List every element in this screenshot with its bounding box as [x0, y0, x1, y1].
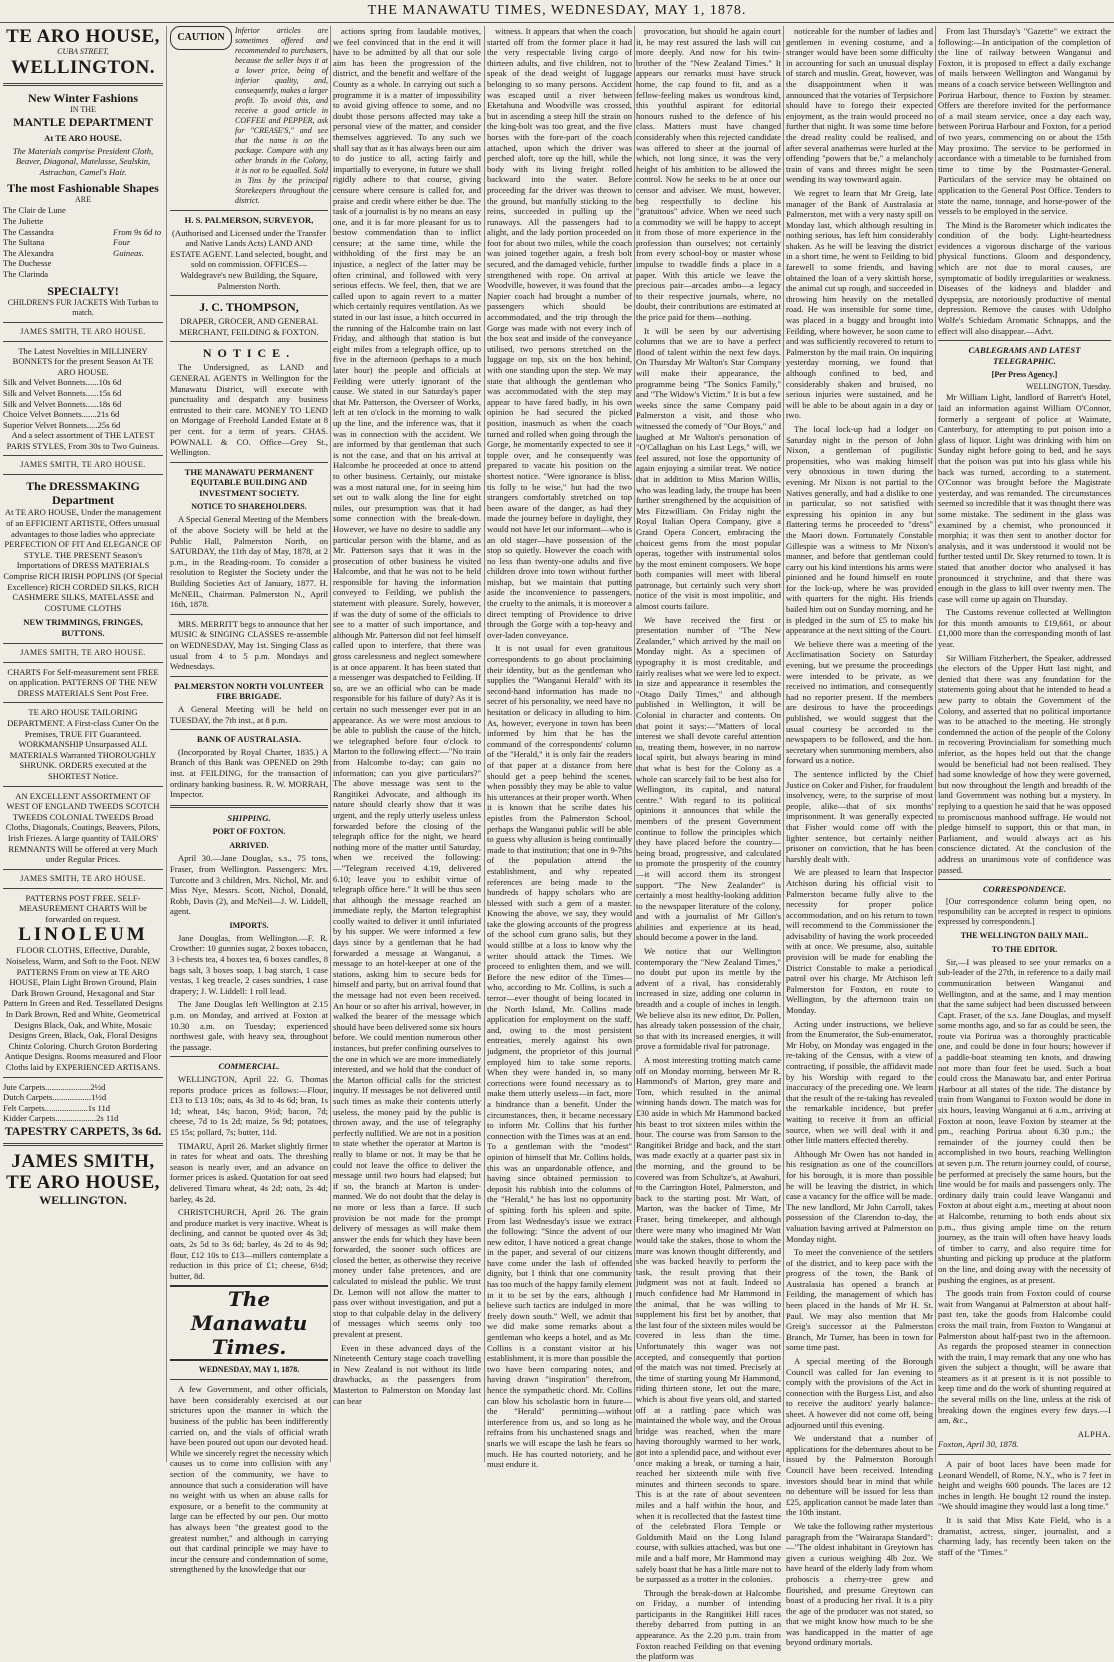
building-society-heading: THE MANAWATU PERMANENT EQUITABLE BUILDING AND INVESTMENT SOCIETY.	[184, 466, 314, 498]
palmerson-text: (Authorised and Licensed under the Transfer and Native Lands Acts) LAND AND ESTATE AGENT. Land selected, bought, and sold on commission. OFFICES—Waldegrave's new Building, the Square, Palmerston North.	[170, 227, 328, 291]
signature: JAMES SMITH, TE ARO HOUSE.	[20, 326, 146, 336]
thompson-text: DRAPER, GROCER, AND GENERAL MERCHANT, FEILDING & FOXTON.	[179, 316, 319, 337]
pointing-hand-icon	[170, 26, 232, 50]
column-1-advertisements	[3, 26, 163, 1464]
thompson-heading: J. C. THOMPSON,	[199, 300, 299, 315]
gazette-paragraph: From last Thursday's "Gazette" we extract the following:—In anticipation of the completion of the line of railway between Wanganui and Foxton, it is proposed to effect a daily exchange of mails between Wellington and Wanganui by means of a coach service between Wellington and Porirua Harbour, thence to Foxton by steamer. Offers are therefore invited for the performance of a mail steam service, once a day each way, between Porirua Harbour and Foxton, for a period of two years, commencing on or about the 15th May proximo. The service to be performed in accordance with a timetable to be furnished from time to time by the Postmaster-General. Particulars of the service may be obtained on application to the General Post Office. Tenders to state the name, tonnage, and horse-power of the vessels to be employed in the service.	[938, 26, 1111, 217]
column-rule	[330, 26, 331, 1462]
article-paragraph: We notice that our Wellington contemporary the "New Zealand Times," no doubt put upon its mettle by the advent of a rival, has considerably increased in size, adding one column in breadth and a couple of inches in length. We believe also its new editor, Dr. Pollen, has already taken possession of the chair, so that with its increased energies, it will prove a formidable rival for patronage.	[636, 946, 781, 1052]
dateline: WELLINGTON, Tuesday.	[1026, 382, 1111, 392]
correspondent-article: It is not usual for even gratuitous correspondents to go about proclaiming their identity, but as the gentleman who supplies the "Wanganui Herald" with its second-hand information has made no secret of his personality, we need have no hesitation or delicacy in alluding to him. As, however, everyone in town has been informed by him that he has the command of the correspondents' column of the "Herald," it is only fair the readers of that paper at a distance from here should get a peep behind the scenes, when possibly they may be able to value his utterances at their proper worth. When it is known that he scribe dates his epistles from the Palmerston School, perhaps the Wanganui public will be able to guess why allusion is being continually made to that institution; that one in 9-7ths of the population attend the establishment, and why repeated references are being made to the hundreds of happy scholars who are blessed with such a gem of a master. Knowing the above, we say, they would take the glowing accounts of the progress of the school cum grano salis, but they would stillbe at a loss to know why the writer should attack the Times. We proceed to enlighten them, and we will. Before the new editor of the Times—who, according to Mr. Collins, is such a terror—ever thought of being located in the North Island, Mr. Collins made application for employment on the staff, and, owing to the most persistent entreaties, merely against his own judgment, the proprietor of this journal employed him to take some reports. When they were handed in, so many corrections were found necessary as to make them utterly useless—in fact, more a hindrance than a benefit. Under the circumstances, then, it became necessary to inform Mr. Collins that his further connection with the Times was at an end. To a gentleman with the "modest" opinion of himself that Mr. Collins holds, this was an unpardonable offence, and having since obtained permission to deposit his rubbish into the columns of the "Herald," he has lost no opportunity of spitting forth his spleen and spite. From last Wednesday's issue we extract the following: "Since the advent of our new editor, I have noticed a great change in the paper, and several of our citizens have come under the lash of offended dignity, but I think that one community has too much of the happy family element in it to be set by the ears, although I believe such tactics are indulged in more freely down south." Well, we admit that we did make some remarks about a gentleman who keeps a hotel, and as Mr. Collins is a constant visitor at his establishment, it is more than possible the two have been comparing notes, and having drawn "inspiration" therefrom, hence the sympathetic chord. Mr. Collins can blow his scholastic horn in future—the "Herald" permitting—without interference from us, and so long as he refrains from his unchastened snags and snarls we will escape the lash he fears so much. He has courted notoriety, and he must endure it.	[487, 643, 632, 1470]
price-row: Silk and Velvet Bonnets......15s 6d	[3, 387, 122, 398]
specialty-heading: SPECIALTY!	[47, 283, 119, 298]
fire-brigade-text: A General Meeting will be held on TUESDAY, the 7th inst., at 8 p.m.	[170, 703, 328, 725]
article-paragraph: A most interesting trotting match came off on Monday morning, between Mr R. Hammond's of Marton, grey mare and Tom, which resulted in the animal winning hands down. The match was for £30 aside in which Mr Hammond backed his beast to trot sixteen miles within the hour. The course was from Sanson to the Rangitikei Bridge and back, and the start was made exactly at a quarter past six in the morning, and the ground to be covered was from Schultze's, at Awahuri, to the Carrington Hotel, Palmerston, and back to the starting post. Mr Watt, of Marton, was the backer of Time, Mr Fraser, being timekeeper, and although there were many who imagined Mr Watt would take the stakes, those to whom the mare was known thought differently, and she was backed heavily to perform the task, the result proving that their judgment was not at fault. Indeed so much confidence had Mr Hammond in the animal, that he was willing to supplement his first bet by another, that the last four of the sixteen miles would be covered in less than the time. Unfortunately this wager was not accepted, and consequently that portion of the match was not timed. Precisely at the time of starting young Mr Hammond, riding thirteen stone, let out the mare, which is about five years old, and started off at a rattling pace which was maintained the whole way, and the Oroua bridge was reached, when the mare having thoroughly warmed to her work, got into a splendid pace, and without ever once making a break, or turning a hair, reached her sixteenth mile with five minutes and thirteen seconds to spare. This is at the rate of about seventeen miles and a half within the hour, and when it is recollected that the fastest time of the celebrated Flora Temple or Goldsmith Maid on the Long Island course, with sulkies attached, was but one mile and a half more, Mr Hammond may safely boast that he has a little mare not to be surpassed as a trotter in the colonies.	[636, 1055, 781, 1585]
correspondence-heading: CORRESPONDENCE.	[982, 884, 1067, 895]
price-range: From 9s 6d to Four Guineas.	[113, 226, 162, 258]
letter-place-date: Foxton, April 30, 1878.	[938, 1439, 1019, 1450]
shipping-heading: SHIPPING.	[227, 812, 271, 823]
mantle-department-heading: MANTLE DEPARTMENT	[13, 115, 153, 129]
correspondence-note: [Our correspondence column being open, no responsibility can be accepted in respect to opinions expressed by correspondents.]	[938, 896, 1111, 926]
charts-text: CHARTS For Self-measurement sent FREE on application. PATTERNS OF THE NEW DRESS MATERIALS Sent Post Free.	[7, 666, 159, 698]
letter-signature: ALPHA.	[1077, 1428, 1111, 1439]
footer-line: TE ARO HOUSE,	[6, 1171, 160, 1193]
price-row: Silk and Velvet Bonnets......10s 6d	[3, 377, 122, 388]
article-paragraph: We have received the first or presentation number of "The New Zealander," which arrived by the mail on Monday night. As a specimen of typography it is most creditable, and fairly realises what we were led to expect. In size and appearance it resembles the "Otago Daily Times," and although published in Wellington, it will be Colonial in character and contents. On that point it says:—"Matters of local interest we shall devote careful attention to, treating them, however, in no narrow local spirit, but always bearing in mind that what is best for the Colony as a whole can scarcely fail to be best also for Wellington, its capital, and natural centre." With regard to its political opinions it announces that while the members of the present Government continue to follow the principles which they have placed before the country—being broad, progressive, and calculated to promote the prosperity of the country—it will accord them its strongest support. "The New Zealander" is certainly a most healthy-looking addition to the newspaper literature of the colony, and with a journalist of Mr Gillon's abilities and experience at its head, should become a power in the land.	[636, 614, 781, 943]
notice-text: The Undersigned, as LAND and GENERAL AGENTS in Wellington for the Manawatu District, will execute with punctuality and despatch any business entrusted to their care. MONEY TO LEND on Mortgage of Freehold Landed Estate at 8 per cent. for a term of years. CHAS. POWNALL & CO. Office—Grey St., Wellington.	[170, 362, 328, 458]
footer-line: JAMES SMITH,	[11, 1150, 155, 1172]
article-paragraph: provocation, but should he again court it, he may rest assured the lash will cut more deeply. And now for his twin-brother of the "New Zealand Times." It appears our remarks must have struck home, the cap found to fit, and as a fellow-feeling makes us wondrous kind, this youthful aspirant for editorial honours rushed to the defence of his class. Matters must have changed considerably when this rejected candidate was offered to sheer at the journal of which, not long since, it was the very height of his ambition to be allowed the control. Now he seeks to be at once our censor and adviser. We must, however, beg respectfully to decline his "gratuitous" advice. When we need such a commodity we will be happy to accept it from those of more experience in the profession than ourselves; not certainly from every school-boy or master whose impulse to twaddle finds a place in a paper. With this article we leave the precious pair—arcades ambo—a legacy to their respective journals, where, no doubt, their contributions are estimated at the price paid for them—nothing.	[636, 26, 781, 323]
imports-text: Jane Douglas, from Wellington.—F. R. Crowther: 10 gunnies sugar, 2 boxes tobacco, 3 i-chests tea, 4 boxes tea, 6 boxes candles, 8 bags salt, 3 boxes soap, 1 bag starch, 1 case vestas, 1 keg treacle, 2 cases sundries, 1 case drapery; J. W. Liddell: 1 roll lead.	[170, 932, 328, 996]
imports-heading: IMPORTS.	[229, 920, 269, 930]
price-row: Choice Velvet Bonnets.......21s 6d	[3, 409, 120, 420]
ad-street: CUBA STREET,	[57, 47, 109, 56]
article-paragraph: We take the following rather mysterious paragraph from the "Wairarapa Standard":—"The oldest inhabitant in Greytown has given a curious weighing 4lb 2oz. We have heard of the elderly lady from whom proboscis a cherry-tree grew and flourished, and presume Greytown can boast of a producing her rival. It is a pity the age of the producer was not stated, so that we might know how much to be she was handicapped in the matter of age beyond ordinary mortals.	[786, 1520, 933, 1648]
barometer-advert: The Mind is the Barometer which indicates the condition of the body. Light-heartedness evidences a vigorous discharge of the various physical functions. Gloom and despondency, which are not due to moral causes, are symptomatic of bodily irregularities or weakness. Diseases of the kidneys and bladder and dyspepsia, are notoriously productive of mental depression. Remove the causes with Udolpho Wolfe's Schiedam Aromatic Schnapps, and the effect will also disappear.—Advt.	[938, 219, 1111, 336]
shape-item: The Clair de Lune	[3, 205, 66, 216]
shareholders-heading: NOTICE TO SHAREHOLDERS.	[191, 502, 307, 512]
editorial-text: A few Government, and other officials, have been considerably exercised at our strictures upon the manner in which the business of the public has been indifferently carried on, and the vials of official wrath have been poured out upon our devoted head. While we sincerely regret the necessity which causes us to come into collision with any section of the community, we have to announce that such a consideration will have no weight with us when an abuse calls for exposure, or a benefit to the community at large can be effected by our pen. Our motto has always been "the greatest good to the greatest number," and although in carrying out that cardinal principle we may have to incur the censure and condemnation of some, strengthened by the knowledge that our	[170, 1384, 328, 1575]
column-rule	[783, 26, 784, 1462]
price-row: Silk and Velvet Bonnets......18s 6d	[3, 398, 122, 409]
jane-douglas-text: The Jane Douglas left Wellington at 2.15 p.m. on Monday, and arrived at Foxton at 10.30 a.m. on Tuesday; experienced northwest gale, with heavy sea, throughout the passage.	[170, 999, 328, 1052]
footer-line: WELLINGTON.	[39, 1192, 127, 1207]
column-rule	[484, 26, 485, 1462]
coach-article: witness. It appears that when the coach started off from the former place it had the very respectable living cargo of thirteen adults, and five children, not to speak of the dead weight of luggage belonging to so many persons. Accident was escaped until a river between Eketahuna and Woodville was crossed, but in ascending a steep hill the strain on the king-bolt was too great, and the five horses with the fore-part of the coach attached, upon which the driver was perched aloft, tore up the hill, while the body with its living freight rolled backward into the water. Before proceeding far the driver was thrown to the ground, but manfully sticking to the reins, succeeded in pulling up the runaways. All the passengers had to alight, and the lady portion proceeded on foot for about two miles, while the coach was joined together again, a fresh bolt secured, and the damaged vehicle, further strengthened with rope. On arrival at Woodville, however, it was found that the Napier coach had brought a number of passengers which should be accommodated, and the trip through the Gorge was made with not every inch of the box seat and inside of the conveyance utilised, two persons stretched on the luggage on top, six on the box behind, with one standing upon the step. We may state that although the gentleman who was accommodated with the step may appear to have fared badly, in his own opinion he had secured the picked position, inasmuch as when the coach turned and rolled when going through the Gorge, he momentarily expected to see it topple over, and he consequently was prepared to vacate his position on the shortest notice. "Were ignorance is bliss, tis folly to be wise," but had the two strangers comfortably stretched on top been aware of the danger, as had they made the journey before in daylight, they would not have let our informant—who is an old stager—have possession of the stop so quietly. However the coach with no less than twenty-one adults and five children drove into town without further mishap, but we maintain that putting aside the inconvenience to passengers, the cruelty to the animals, it is moreover a direct tempting of Providence to drive through the Gorge with a top-heavy and over-laden conveyance.	[487, 26, 632, 640]
price-row: Kidder Carpets...................2s 11d	[3, 1113, 119, 1124]
arrived-heading: ARRIVED.	[229, 841, 269, 851]
column-7	[938, 26, 1111, 1557]
ad-city: WELLINGTON.	[11, 57, 155, 78]
are-label: ARE	[75, 195, 91, 205]
article-paragraph: The local lock-up had a lodger on Saturday night in the person of John Nixon, a gentleman of pugilistic propensities, who was making himself very obnoxious in town during the evening. Mr Nixon is not partial to the Natives generally, and had a dislike to one in particular, so not satisfied with expressing his opinion in any but flattering terms he proceeded to "dress" the Maori down. Fortunately Constable Gillespie was a witness to Mr Nixon's manner, and before that gentleman could carry out his kind intentions his arms were pinioned and he found himself en route for the lock-up, where he was provided with quarters for the night. His friends bailed him out on Sunday morning, and he is pledged in the sum of £5 to make his appearance at the next sitting of the Court.	[786, 423, 933, 636]
article-paragraph: It will be seen by our advertising columns that we are to have a perfect flood of talent within the next few days. On Thursday Mr Walton's Star Company will make their appearance, the programme being "The Sonics Family," and "The Widow's Victim." It is but a few weeks since the same Company paid Palmerston a visit, and those who witnessed the comedy of "Our Boys," and laughed at Mr Walton's personation of "O'Callaghan on his Last Legs," will, we feel assured, not lose the opportunity of again enjoying a similar treat. We notice that in addition to Miss Marion Willis, who was leading lady, the troupe has been further strengthened by the acquisition of Mrs Fitzwilliam. On Friday night the Royal Italian Opera Company, give a Grand Opera Concert, embracing the choicest gems from the most popular operas, together with instrumental solos by the most eminent composers. We hope both companies will meet with liberal patronage, but certainly such very short notice of the visit is most impolitic, and almost courts failure.	[636, 325, 782, 612]
caution-text: Inferior articles are sometimes offered and recommended to purchasers, because the seller buys it at a lower price, being of inferior quality, and, consequently, makes a larger profit. To avoid this, and receive a good article in COFFEE and PEPPER, ask for "CREASE'S," and see that the name is on the package. Compare with any other brands in the Colony, it is not to be equalled. Sold in Tins by the principal Storekeepers throughout the district.	[235, 26, 329, 205]
materials-text: The Materials comprise President Cloth, Beaver, Diagonal, Matelasse, Sealskin, Astrachan, Camel's Hair.	[12, 145, 154, 177]
article-paragraph: noticeable for the number of ladies and gentlemen in evening costume, and a stranger would have been some difficulty in accounting for such an unusual display of starch and muslin. Great, however, was the disappointment when it was announced that the votaries of Terpsichore should have to forego their expected enjoyment, as the train would proceed no further that night. It was some time before the dread reality could be realised, and after several anathemas were hurled at the offending "powers that be," a melancholy train of vans and threes might be seen wending its way townward again.	[786, 26, 933, 185]
trimmings-text: NEW TRIMMINGS, FRINGES, BUTTONS.	[23, 617, 143, 638]
palmerson-heading: H. S. PALMERSON, SURVEYOR,	[184, 215, 314, 225]
customs-text: The Customs revenue collected at Wellington for this month amounts to £19,661, or about £1,000 more than the corresponding month of last year.	[938, 607, 1111, 650]
article-paragraph: We believe there was a meeting of the Acclimatisation Society on Saturday evening, but we presume the proceedings were intended to be private, as we received no intimation, and consequently had no reporter present. If the members are desirous to have the proceedings published, we would suggest that the usual courtesy be accorded to the newspapers to be followed, and the hon. secretary when summoning members, also forward us a notice.	[786, 638, 933, 766]
editorial-continued: actions spring from laudable motives, we feel convinced that in the end it will have to be admitted by all that our sole aim has been the progression of the district, and the benefit and welfare of the County as a whole. In carrying out such a programme it is a matter of impossibility to avoid giving offence to some, and no doubt those persons affected may take a personal view of the matter, and consider themselves aggrieved. To any such we shall say that as it has always been our aim to do justice to all, acting fairly and impartially to everyone, in future we shall rigidly adhere to that course, giving censure where censure is called for, and praise and credit where either be due. The task of a journalist is by no means an easy one, and it is far more pleasant for us to bestow commendation than to inflict censure; at the same time, while the withholding of the first may be an injustice, a neglect of the latter may be often criminal, and followed with very serious effects. We feel, then, that we are called upon to again revert to a matter which certainly requires ventilation. As we stated in our last issue, a hitch occurred in the running of the Halcombe train on last Friday, and although that station is but eight miles from a telegraph office, up to five in the afternoon (perhaps to a much later hour) the people and officials at Feilding were utterly ignorant of the cause. We stated in our Saturday's paper that Mr. Patterson, the Overseer of Works, left at ten o'clock in the morning to walk up the line, and the inference was, that it was in connection with the accident. We are informed by that gentleman that such is not the case, and that on his arrival at Halcombe he proceeded at once to attend to other business. Certainly, our mistake was a most natural one, for in seeing him set out to walk along the line for eight miles, our presumption was that it had some connection with the break-down. However, we have no desire to saddle any particular person with the blame, and as Mr. Patterson says that it was in the prosecution of other business he visited Halcombe, and that he was not to be held responsible for having the information conveyed to Feilding, we publish the statement with pleasure. Surely, however, if was the duty of some of the officials to see to a matter of such importance, and although Mr. Patterson did not feel himself called upon to interfere, that there was gross carelessness and neglect somewhere is at once apparent. It has been stated that a messenger was despatched to Feilding. If so, are we an official who can be made responsible for his failure of duty? As it is certain no such messenger ever put in an appearance. As we were most anxious to be able to publish the cause of the hitch, we telegraphed before four o'clock to Marton to the following effect:—"No train from Halcombe to-day; can gain no information; can you give particulars?" The above message was sent to the Rangitikei Advocate, and although its nature should clearly show that it was urgent, and the reply utterly useless unless forwarded before the closing of the telegraph office for the night, we heard nothing more of the matter until Saturday, when we received the following:—"Telegram received 4.19, delivered 6.10; leave you to exhibit virtue of telegraph office here." It will be thus seen that although the message reached an immediate reply, the Marton telegraphist coolly waited to deliver it until infuriated by his supper. We were informed a few days since by a gentleman that he had forwarded a message at Wanganui, a message to an hotel-keeper at one of the stations, asking him to secure beds for himself and party, but on arrival found that the message had not even been received. An hour or so after his arrival, however, in walked the bearer of the message which should have been delivered some six hours before. We could mention numerous other instances, but prefer confining ourselves to the one in which we are more immediately interested, and we hold that the conduct of the Marton official calls for the strictest inquiry. If messages be not delivered until such times as make their contents utterly useless, the money paid by the public is thrown away, and the use of telegraphy perfectly nullified. We are not in a position to state whether the operator at Marton is really to blame or not. It may be that he could not leave the office to deliver the message until two hours had elapsed; but if so, the branch at Marton is under-manned. We do not doubt that the delay is no more or less than a farce. If such provision be not made for the prompt delivery of messages as will make them answer the ends for which they have been forwarded, the sooner such offices are closed the better, as otherwise they receive money under false pretences, and are calculated to mislead the public. We trust Dr. Lemon will not allow the matter to pass over without investigation, and put a stop to that culpable delay in the delivery of messages which seems only too prevalent at present.	[333, 26, 481, 1340]
cable-text: Mr William Light, landlord of Barrett's Hotel, laid an information against William O'Connor, formerly a sergeant of police at Waimate, Canterbury, for attempting to put poison into a glass of liquor. Light was drinking with him on Sunday night before going to bed, and he says that the poison was put into his glass while his back was turned, according to a statement. O'Connor was brought before the Magistrate yesterday, and was remanded. The circumstances seemed so incredible that it was thought there was some mistake. The sediment in the glass was examined by a chemist, who pronounced it morphia; it was then sent to another doctor for analysis, and it was understood it would not be further tested until Dr. Skey returned to town. It is stated that another doctor who analysed it has pronounced it strychnine, and that there was enough in the glass to kill over twenty men. The case will come up again on Thursday.	[938, 392, 1111, 604]
coach-article-start: Even in these advanced days of the Nineteenth Century stage coach travelling in New Zealand is not without its little drawbacks, as the passengers from Masterton to Palmerston on Monday last can bear	[333, 1342, 481, 1406]
price-row: Felt Carpets....................1s 11d	[3, 1102, 111, 1113]
bank-heading: BANK OF AUSTRALASIA.	[196, 734, 302, 745]
press-agency-label: [Per Press Agency.]	[991, 370, 1058, 380]
patterns-free-text: PATTERNS POST FREE. SELF-MEASUREMENT CHARTS Will be forwarded on request.	[19, 892, 147, 924]
article-paragraph: To meet the convenience of the settlers of the district, and to keep pace with the progress of the town, the Bank of Australasia has opened a branch at Feilding, the management of which has been placed in the hands of Mr H. St. Paul. We may also mention that Mr Greig's successor at the Palmerston Branch, Mr Turner, has been in town for some time past.	[786, 1247, 933, 1353]
timaru-text: TIMARU, April 26. Market slightly firmer in rates for wheat and oats. The threshing season is nearly over, and an advance on former prices is asked. Quotation for oat seed delivered Timaru wheat, 4s 2d; oats, 2s 4d; barley, 4s 2d.	[170, 1140, 328, 1204]
column-4	[487, 26, 632, 1470]
commercial-text: WELLINGTON, April 22. G. Thomas reports produce prices as follows:—Flour, £13 to £13 10s; oats, 4s 3d to 4s 6d; bran, 1s 1d; wheat, 14s; bacon, 9½d; bacon, 7d; cheese, 7d to 1s 2d; maize, 5s 9d; potatoes, £5 15s; pollard, 7s; butter, 11d.	[170, 1074, 328, 1137]
signature: JAMES SMITH, TE ARO HOUSE.	[20, 873, 146, 883]
article-paragraph: Through the break-down at Halcombe on Friday, a number of intending participants in the Rangitikei Hill races thereby debarred from putting in an appearance. As the 2.20 p.m. train from Foxton reached Feilding on that evening the platform was	[636, 1587, 781, 1662]
ad-title: TE ARO HOUSE,	[6, 26, 160, 47]
winter-fashions-heading: New Winter Fashions	[27, 91, 138, 105]
article-paragraph: The sentence inflicted by the Chief Justice on Coker and Fisher, for fraudulent insolvency, were, to the surprise of most people, alike—that of six months' imprisonment. It was generally expected that Fisher would come off with the lighter sentence, but certainly neither prisoner on conviction, that he has been harshly dealt with.	[786, 768, 933, 864]
linoleum-text: FLOOR CLOTHS, Effective, Durable, Noiseless, Warm, and Soft to the Foot. NEW PATTERNS From on view at TE ARO HOUSE, Plain Light Brown Ground, Plain Dark Brown Ground, Hexagonal and Star Pattern In Green and Red. Tessellated Designs In Dark Brown, Red and White, Geometrical Designs Black, Oak, and White, Mosaic Designs Green, Black, Oak, Floral Designs Chintz Coloring. Church Groton Bordering Antique Designs. Rooms measured and Floor Cloths laid by EXPERIENCED ARTISANS.	[3, 945, 163, 1072]
article-paragraph: We regret to learn that Mr Greig, late manager of the Bank of Australasia at Palmerston, met with a very nasty spill on Monday last, which although resulting in nothing serious, has left him considerably shaken. As he will be leaving the district in a short time, he went to Feilding to bid farewell to some friends, and having obtained the loan of a very skittish horse, the animal cut up rough, and succeeded in throwing him heavily on the metalled road. He was insensible for some time, was placed in a buggy and brought into Feilding, where however, he soon came to and was sufficiently recovered to return to Palmerston by the mail train. On inquiring yesterday morning, we found that although confined to bed, and considerably shaken and bruised, no serious injuries were sustained, and he will be able to be about again in a day or two.	[786, 187, 933, 421]
column-rule	[935, 26, 936, 1462]
boot-laces-text: A pair of boot laces have been made for Leonard Wendell, of Rome, N.Y., who is 7 feet in height and weighs 600 pounds. The laces are 12 inches in length. He bought 12 round the instep. "We should imagine they would last a long time."	[938, 1459, 1111, 1512]
shipping-text: April 30.—Jane Douglas, s.s., 75 tons, Fraser, from Wellington. Passengers: Mrs. Turcotte and 3 children, Mrs. Nichol, Mr. and Miss Nye, Messrs. Scott, Nichol, Donald, Robb, Davis (2), and McNeil—J. W. Liddell, agent.	[170, 853, 328, 917]
kate-field-text: It is said that Miss Kate Field, who is a dramatist, actress, singer, journalist, and a charming lady, has recently been taken on the staff of the "Times."	[938, 1515, 1111, 1557]
fire-brigade-heading: PALMERSTON NORTH VOLUNTEER FIRE BRIGADE.	[174, 680, 324, 702]
price-row: Jute Carpets.....................2½d	[3, 1081, 106, 1092]
to-editor-label: TO THE EDITOR.	[991, 944, 1058, 954]
column-rule	[166, 26, 167, 1462]
bonnet-prices	[3, 377, 163, 430]
paris-styles-text: And a select assortment of THE LATEST PARIS STYLES, From 30s to Two Guineas.	[6, 430, 160, 451]
shapes-heading: The most Fashionable Shapes	[7, 181, 159, 196]
column-3	[333, 26, 481, 1464]
masthead: THE MANAWATU TIMES, WEDNESDAY, MAY 1, 1878.	[0, 0, 1114, 23]
article-paragraph: We understand that a number of applications for the debentures about to be issued by the Palmerston Borough Council have been received. Intending investors should bear in mind that while no debenture will be issued for less than £25, application cannot be made later than the 10th instant.	[786, 1433, 933, 1518]
dressmaking-heading: The DRESSMAKING Department	[26, 479, 140, 508]
shape-item: The Clarinda	[3, 268, 49, 279]
newspaper-title: The Manawatu Times.	[170, 1285, 328, 1361]
merritt-notice: MRS. MERRITT begs to announce that her MUSIC & SINGING CLASSES re-assemble on WEDNESDAY, May 1st. Singing Class as usual from 4 to 5 p.m. Mondays and Wednesdays.	[170, 618, 328, 672]
fitzherbert-text: Sir William Fitzherbert, the Speaker, addressed the electors of the Upper Hutt last night, and denied that there was any foundation for the statements going about that he intended to head a new party to obtain the Government of the Colony, and asserted that no political importance was to be attached to the meeting. He strongly condemned the action of the people of the Colony in recovering Provincialism for something much inferior, as the hopes held out that the change would be beneficial had not been realised. They had some knowledge of how they were governed, but now throughout the length and breadth of the land Government was nothing but a mystery. In replying to a question he said that he was opposed to promiscuous manhood suffrage. He would not pledge himself to support, this or that man, in Parliament, and would always act as his conscience dictated. At the conclusion of the address an unanimous vote of confidence was passed.	[938, 652, 1111, 875]
at-te-aro-label: At TE ARO HOUSE.	[44, 133, 122, 143]
bank-text: (Incorporated by Royal Charter, 1835.) A Branch of this Bank was OPENED on 29th inst. at FEILDING, for the transaction of ordinary banking business. R. W. MORRAH, Inspector.	[170, 746, 328, 800]
shape-item: The Duchesse	[3, 258, 52, 269]
carpet-prices	[3, 1082, 163, 1124]
letter-text: The goods train from Foxton could of course wait from Wanganui at Palmerston at about half-past ten, take the goods from Halcombe could cross the mail train, from Foxton to Wanganui at Palmerston about half-past two in the afternoon. As regards the proposed steamer in connection with the train, I may remark that any one who has given the subject a thought, will be aware that steamers as it at present is it is not possible to keep time and do the work of shunting required at the several mills on the line, unless at the risk of breaking down the engines every few days.—I am, &c.,	[938, 1288, 1111, 1426]
christchurch-text: CHRISTCHURCH, April 26. The grain and produce market is very inactive. Wheat is declining, and cannot be quoted over 4s 3d; oats, 2s 5d to 3s 6d; barley, 4s 2d to 4s 9d; flour, £12 10s to £13—millers contemplate a reduction in this price of £1; cheese, 6½d; butter, 8d.	[170, 1207, 328, 1281]
column-2	[170, 26, 329, 1575]
signature: JAMES SMITH, TE ARO HOUSE.	[20, 460, 146, 470]
article-paragraph: Although Mr Owen has not handed in his resignation as one of the councillors for his borough, it is more than possible he will be leaving the district, in which case a vacancy for the office will be made. The new landlord, Mr John Carroll, takes possession of the Clarendon to-day, the valuation having arrived at Palmerston on Monday night.	[786, 1148, 933, 1244]
assortment-text: AN EXCELLENT ASSORTMENT OF WEST OF ENGLAND TWEEDS SCOTCH TWEEDS COLONIAL TWEEDS Broad Cloths, Diagonals, Coatings, Beavers, Pilots, Irish Friezes. A large quantity of TAILORS' REMNANTS Will be offered at very Much under Regular Prices.	[5, 790, 161, 865]
tapestry-heading: TAPESTRY CARPETS, 3s 6d.	[4, 1123, 162, 1138]
port-heading: PORT OF FOXTON.	[212, 827, 286, 837]
article-paragraph: A special meeting of the Borough Council was called for Jan evening to comply with the provisions of the Act in connection with the Burgess List, and also to receive the auditors' yearly balance-sheet. A however did not come off, being adjourned until this evening.	[786, 1356, 933, 1430]
letter-heading: THE WELLINGTON DAILY MAIL.	[960, 930, 1089, 940]
caution-label: CAUTION	[177, 31, 225, 43]
linoleum-heading: LINOLEUM	[18, 924, 148, 946]
shape-item: The Juliette	[3, 215, 44, 226]
cablegrams-heading: CABLEGRAMS AND LATEST TELEGRAPHIC.	[968, 345, 1081, 366]
commercial-heading: COMMERCIAL.	[218, 1061, 280, 1072]
article-paragraph: Acting under instructions, we believe from the Enumerator, the Sub-enumerator, Mr Hoby, on Monday was engaged in the re-taking of the Census, with a view of contracting, if possible, the affidavit made by his Worship with regard to the inaccuracy of the preceding one. We learn that the result of the re-taking has revealed the remarkable incidence, but prefer waiting to receive it from an official source, when we will deal with it and other little matters effected thereby.	[786, 1018, 933, 1146]
in-the-label: IN THE	[70, 105, 96, 114]
jackets-text: CHILDREN'S FUR JACKETS With Turban to match.	[7, 297, 159, 317]
millinery-text: The Latest Novelties in MILLINERY BONNETS for the present Season At TE ARO HOUSE.	[12, 345, 154, 377]
column-5	[636, 26, 782, 1662]
price-row: Superior Velvet Bonnets.....25s 6d	[3, 419, 121, 430]
letter-text: Sir,—I was pleased to see your remarks on a sub-leader of the 27th, in reference to a daily mail communication between Wanganui and Wellington, and at the same, and I may mention that the same subject had been discussed between Capt. Fraser, of the s.s. Jane Douglas, and myself some months ago, and so far as could be seen, the route via Porirua was a thoroughly practicable one, and could be done in four hours; however if a paddle-boat steaming ten knots, and drawing not more than four feet be used. Such a boat could cross the Manawatu bar, and enter Porirua Harbour at all states of the tide. The distance by train from Wanganui to Foxton would be done in six hours, leaving Wanganui at 6 a.m., arriving at Foxton at noon, leave Foxton by steamer at the pm., reaching Porirua about 6.30 p.m.; the remainder of the journey could then be accomplished in two hours, reaching Wellington at seven p.m. The return journey could, of course, be performed at precisely the same hours, but the line would be for mails and passengers only. The ordinary daily train could leave Wanganui and Foxton at about eight a.m., meeting at about noon at Halcombe, returning to both ends about six p.m., thus giving ample time on the return journey, as the train will often have heavy loads of timber to carry, and also require time for shunting and picking up produce at the platform on the line, and doing away with the necessity of pushing the engines, as at present.	[938, 956, 1111, 1285]
shape-item: The Alexandra	[3, 247, 54, 258]
signature: JAMES SMITH, TE ARO HOUSE.	[20, 647, 146, 657]
price-row: Dutch Carpets..................1½d	[3, 1092, 107, 1103]
notice-heading: NOTICE.	[202, 346, 296, 361]
shape-item: The Cassandra	[3, 226, 54, 237]
newspaper-date: WEDNESDAY, MAY 1, 1878.	[198, 1365, 300, 1375]
shape-item: The Sultana	[3, 237, 45, 248]
building-society-text: A Special General Meeting of the Members of the above Society will be held at the Public Hall, Palmerston North, on SATURDAY, the 11th day of May, 1878, at 2 p.m., in the Reading-room. To consider a resolution to Register the Society under the Building Societies Act of January, 1877. H. McNEIL, Chairman. Palmerston N., April 16th, 1878.	[170, 514, 328, 610]
column-6	[786, 26, 933, 1648]
article-paragraph: We are pleased to learn that Inspector Atchison during his official visit to Palmerston became fully alive to the necessity for proper police accommodation, and on his return to town will recommend to the Commissioner the advisability of having the work proceeded with at once. We presume, also, suitable provision will be made for enabling the District Constable to make a periodical patrol over his charge. Mr Atchison left Palmerston for Foxton, en route to Wellington, by the afternoon train on Monday.	[786, 867, 933, 1016]
column-rule	[634, 26, 635, 1462]
dressmaking-text: At TE ARO HOUSE, Under the management of an EFFICIENT ARTISTE, Offers unusual advantages to those ladies who appreciate PERFECTION OF FIT And ELEGANCE OF STYLE. THE PRESENT Season's Importations of DRESS MATERIALS Comprise RICH IRISH POPLINS (Of Special Excellence) RICH CORDED SILKS, RICH CASHMERE SILKS, MATELASSE and COSTUME CLOTHS	[3, 507, 163, 613]
divider	[3, 83, 163, 86]
tailoring-text: TE ARO HOUSE TAILORING DEPARTMENT. A First-class Cutter On the Premises, TRUE FIT Guaranteed. WORKMANSHIP Unsurpassed ALL MATERIALS Warranted THOROUGHLY SHRUNK. ORDERS executed at the SHORTEST Notice.	[7, 707, 159, 781]
shapes-list	[3, 205, 163, 279]
caution-ad	[170, 26, 328, 206]
